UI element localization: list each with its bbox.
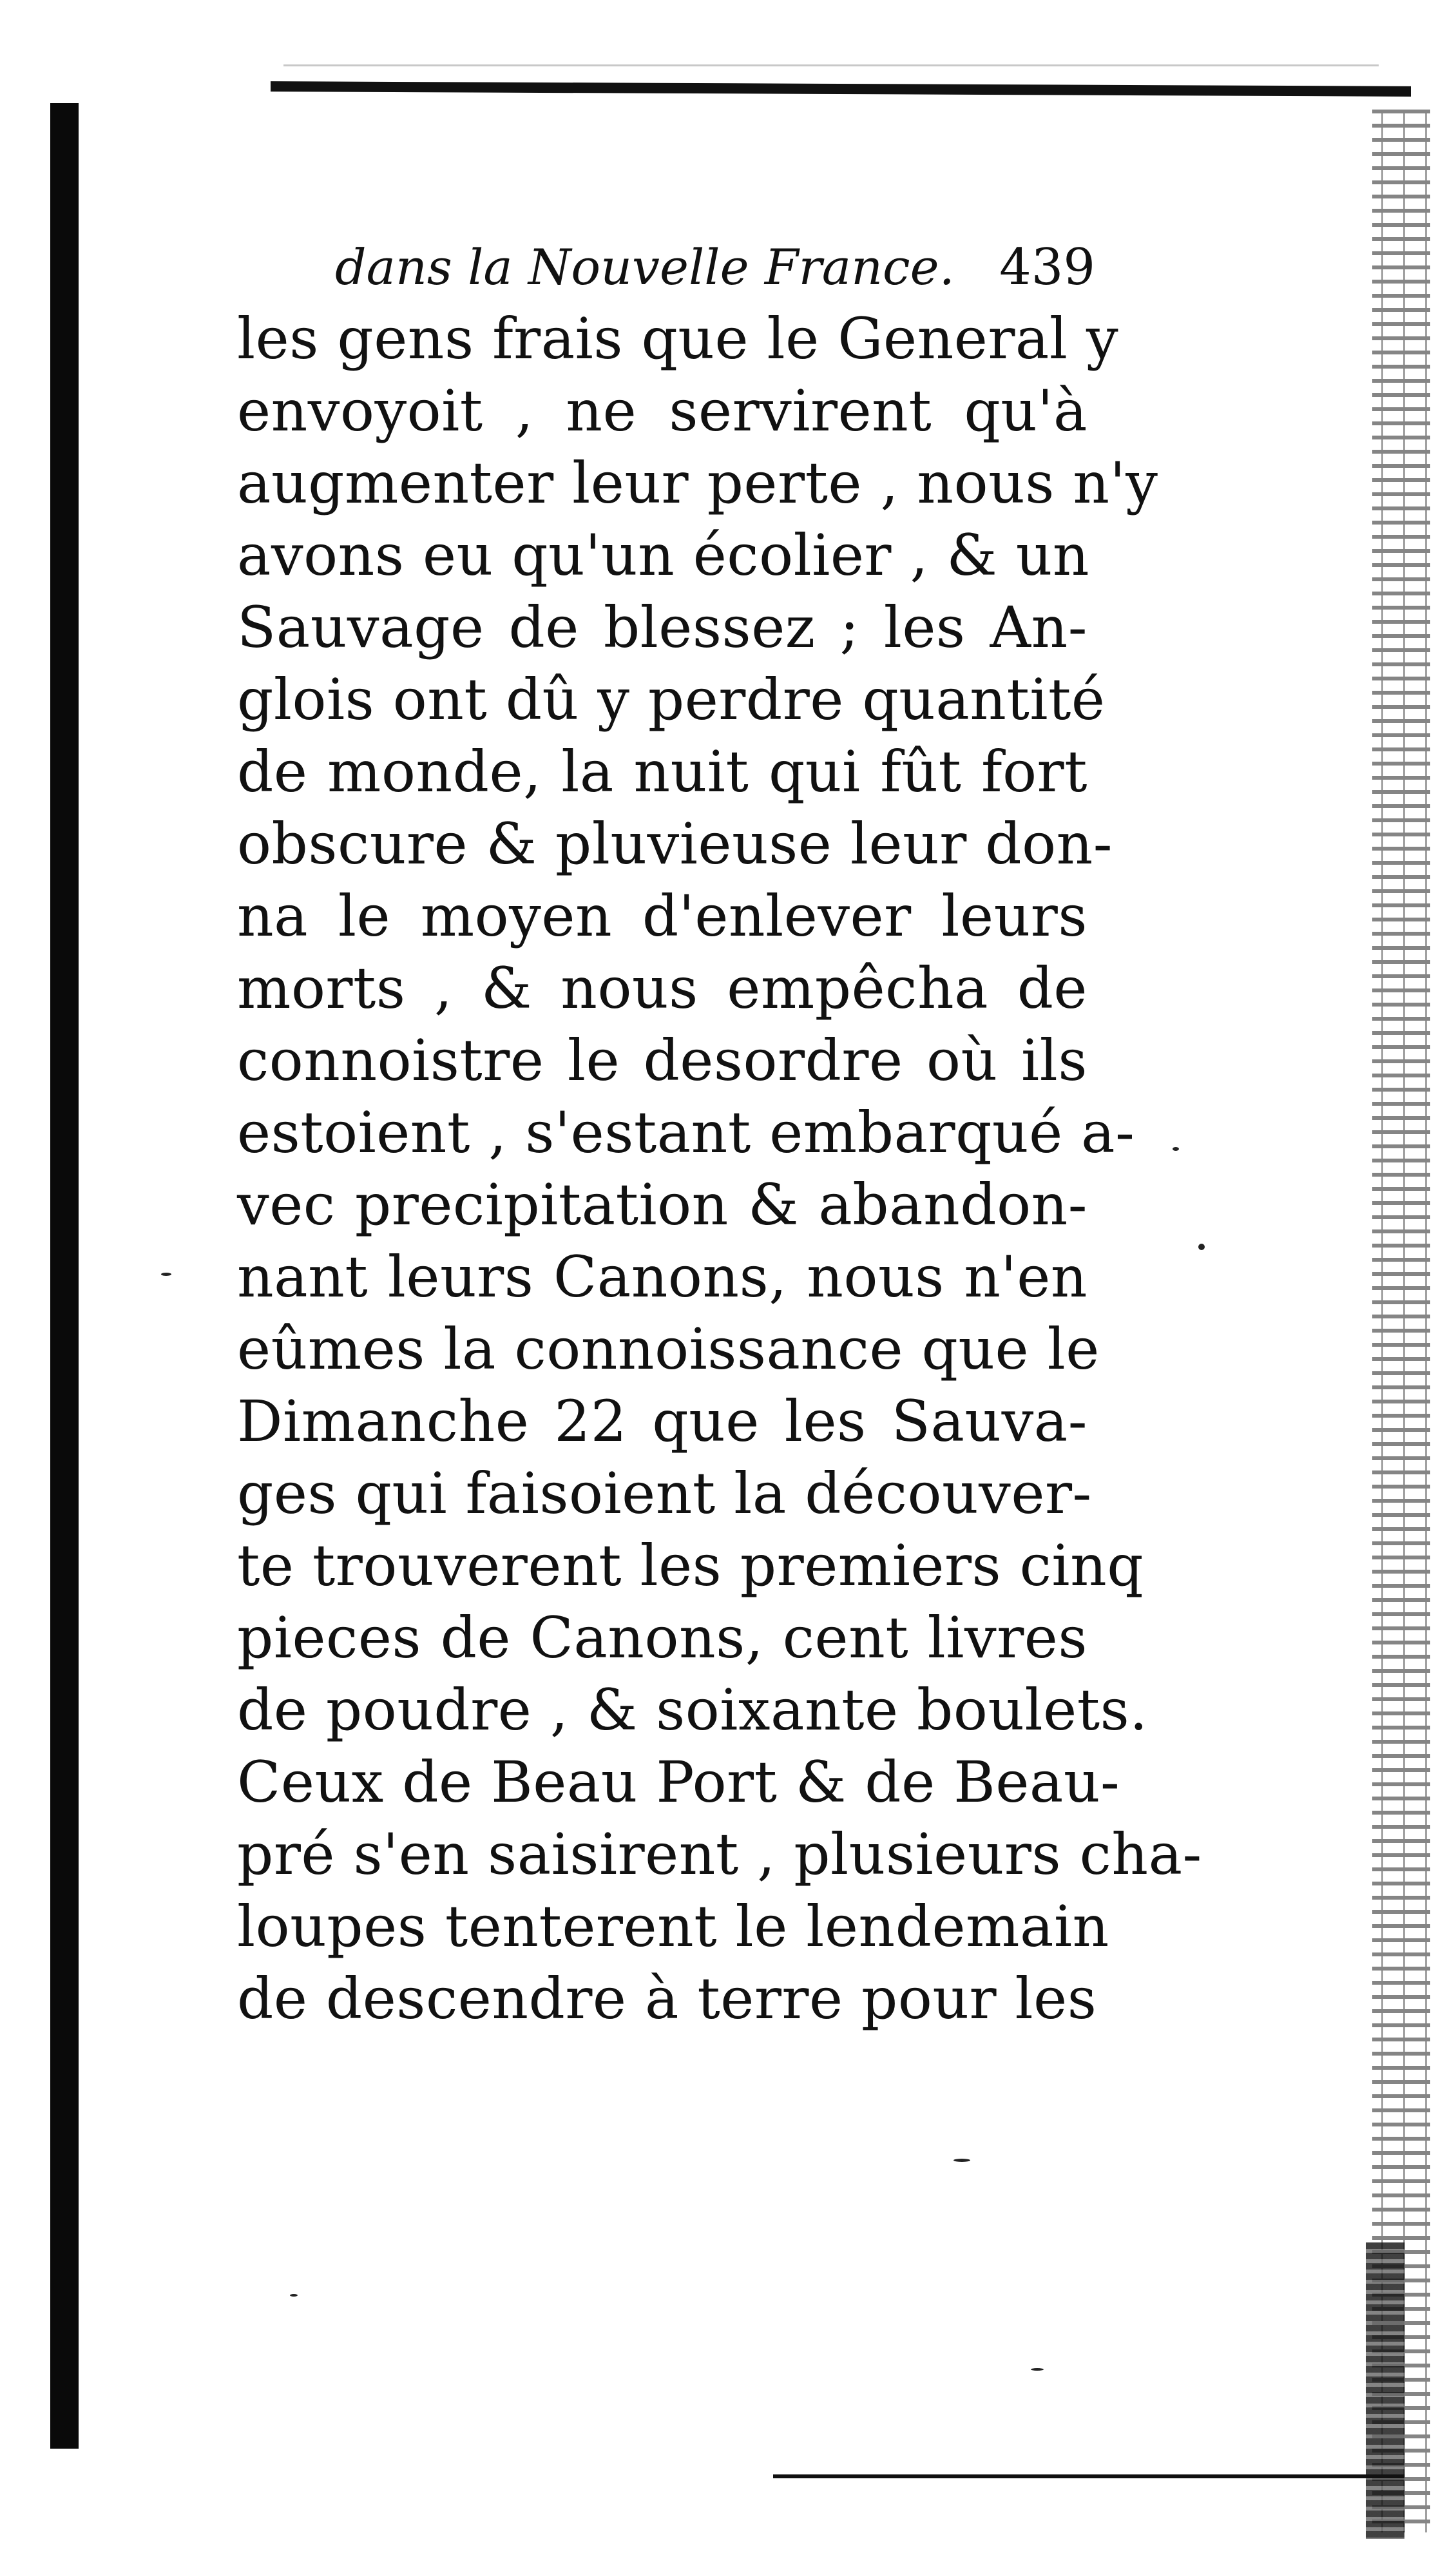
text-line: te trouverent les premiers cinq	[237, 1532, 1144, 1599]
running-title: dans la Nouvelle France.	[335, 238, 955, 296]
text-line: Ceux de Beau Port & de Beau-	[237, 1749, 1120, 1815]
text-line: vec precipitation & abandon-	[237, 1171, 1087, 1238]
text-line: de poudre , & soixante boulets.	[237, 1677, 1148, 1743]
scan-speck	[1173, 1147, 1179, 1151]
scan-speck	[161, 1273, 171, 1276]
text-line: pré s'en saisirent , plusieurs cha-	[237, 1821, 1202, 1887]
text-line: augmenter leur perte , nous n'y	[237, 450, 1158, 516]
page-number: 439	[999, 238, 1095, 296]
running-head	[335, 232, 1095, 303]
page-edge-texture	[1372, 110, 1430, 2532]
scan-speck	[1198, 1244, 1205, 1250]
top-edge-rule	[271, 81, 1411, 97]
scan-speck	[953, 2159, 970, 2162]
text-line: de monde, la nuit qui fût fort	[237, 738, 1087, 805]
scan-speck	[1031, 2368, 1044, 2371]
text-line: pieces de Canons, cent livres	[237, 1605, 1087, 1671]
text-line: glois ont dû y perdre quantité	[237, 666, 1106, 733]
text-line: avons eu qu'un écolier , & un	[237, 522, 1090, 588]
body-text	[237, 303, 1202, 2035]
text-line: loupes tenterent le lendemain	[237, 1893, 1109, 1960]
text-line: les gens frais que le General y	[237, 305, 1119, 372]
page-edge-dark-texture	[1366, 2242, 1404, 2539]
text-line: connoistre le desordre où ils	[237, 1027, 1087, 1094]
text-line: morts , & nous empêcha de	[237, 955, 1087, 1021]
book-spine-shadow	[50, 103, 79, 2449]
text-line: na le moyen d'enlever leurs	[237, 883, 1087, 949]
scan-speck	[290, 2294, 298, 2297]
text-line: envoyoit , ne servirent qu'à	[237, 378, 1087, 444]
text-line: estoient , s'estant embarqué a-	[237, 1099, 1135, 1166]
text-line: de descendre à terre pour les	[237, 1965, 1097, 2032]
text-line: obscure & pluvieuse leur don-	[237, 811, 1113, 877]
text-line: nant leurs Canons, nous n'en	[237, 1244, 1087, 1310]
text-line: Sauvage de blessez ; les An-	[237, 594, 1087, 660]
bottom-edge-rule	[773, 2474, 1404, 2478]
text-line: Dimanche 22 que les Sauva-	[237, 1388, 1087, 1454]
top-edge-faint-line	[283, 64, 1379, 66]
text-line: ges qui faisoient la découver-	[237, 1460, 1092, 1527]
text-line: eûmes la connoissance que le	[237, 1316, 1100, 1382]
